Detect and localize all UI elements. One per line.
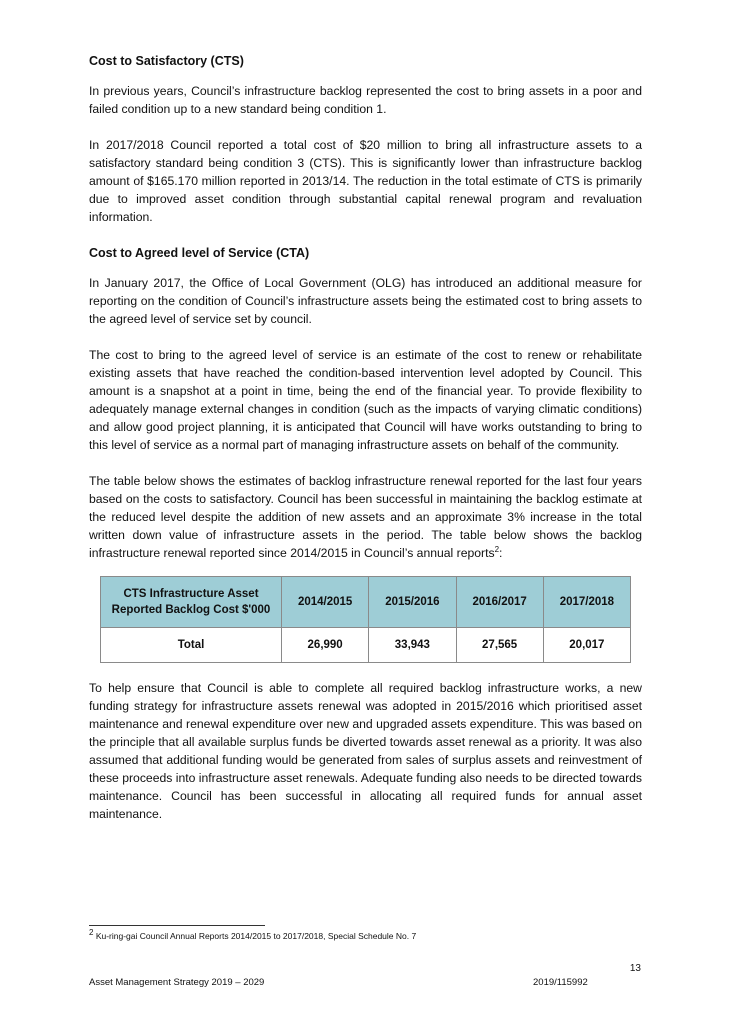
footer-document-reference: 2019/115992 xyxy=(533,977,588,988)
table-header-year: 2016/2017 xyxy=(456,577,543,628)
cta-paragraph-1: In January 2017, the Office of Local Government (OLG) has introduced an additional measure for reporting on the condition of Council’s infrastructure assets being the estimated cost to bring assets to the agreed level of service set by council. xyxy=(89,276,642,326)
table-cell: 26,990 xyxy=(282,628,369,663)
cts-heading: Cost to Satisfactory (CTS) xyxy=(89,54,244,68)
backlog-table xyxy=(100,576,631,663)
table-row xyxy=(101,628,631,663)
cts-paragraph-2: In 2017/2018 Council reported a total cost of $20 million to bring all infrastructure assets to a satisfactory standard being condition 3 (CTS). This is significantly lower than infrastructure backlog amount of $165.170 million reported in 2013/14. The reduction in the total estimate of CTS is primarily due to improved asset condition through substantial capital renewal program and revaluation information. xyxy=(89,138,642,224)
table-cell: 33,943 xyxy=(369,628,456,663)
table-cell: 27,565 xyxy=(456,628,543,663)
table-header-year: 2014/2015 xyxy=(282,577,369,628)
footnote-divider xyxy=(89,925,265,926)
table-header-year: 2017/2018 xyxy=(543,577,630,628)
document-body xyxy=(89,52,642,823)
page-number: 13 xyxy=(629,963,641,974)
cts-paragraph-1: In previous years, Council’s infrastructure backlog represented the cost to bring assets in a poor and failed condition up to a new standard being condition 1. xyxy=(89,84,642,116)
footnote-text: Ku-ring-gai Council Annual Reports 2014/2015 to 2017/2018, Special Schedule No. 7 xyxy=(93,931,417,941)
table-header-row xyxy=(101,577,631,628)
cta-paragraph-3-text: The table below shows the estimates of backlog infrastructure renewal reported for the last four years based on the costs to satisfactory. Council has been successful in maintaining the backlog estimate at the reduced level despite the addition of new assets and an approximate 3% increase in the total written down value of infrastructure assets in the period. The table below shows the backlog infrastructure renewal reported since 2014/2015 in Council’s annual reports xyxy=(89,474,642,560)
table-cell: 20,017 xyxy=(543,628,630,663)
table-header-label: CTS Infrastructure Asset Reported Backlog Cost $'000 xyxy=(101,577,282,628)
table-row-label: Total xyxy=(101,628,282,663)
footer-document-title: Asset Management Strategy 2019 – 2029 xyxy=(89,977,265,988)
cta-paragraph-2: The cost to bring to the agreed level of service is an estimate of the cost to renew or rehabilitate existing assets that have reached the condition-based intervention level adopted by Council. This amount is a snapshot at a point in time, being the end of the financial year. To provide flexibility to adequately manage external changes in condition (such as the impacts of varying climatic conditions) and allow good project planning, it is anticipated that Council will have works outstanding to bring to this level of service as a normal part of managing infrastructure assets on behalf of the community. xyxy=(89,348,642,452)
footnote xyxy=(89,930,416,942)
cta-heading: Cost to Agreed level of Service (CTA) xyxy=(89,246,310,260)
cta-paragraph-3-end: : xyxy=(499,546,503,560)
footnote-number: 2 xyxy=(89,928,94,938)
footnote-reference[interactable]: 2 xyxy=(494,544,500,554)
cta-paragraph-4: To help ensure that Council is able to complete all required backlog infrastructure works, a new funding strategy for infrastructure assets renewal was adopted in 2015/2016 which prioritised asset maintenance and renewal expenditure over new and upgraded assets expenditure. This was based on the principle that all available surplus funds be diverted towards asset renewal as a priority. It was also assumed that additional funding would be generated from sales of surplus assets and reinvestment of these proceeds into infrastructure asset renewals. Adequate funding also needs to be directed towards maintenance. Council has been successful in allocating all required funds for annual asset maintenance. xyxy=(89,681,642,821)
table-header-year: 2015/2016 xyxy=(369,577,456,628)
cta-paragraph-3 xyxy=(89,472,642,562)
